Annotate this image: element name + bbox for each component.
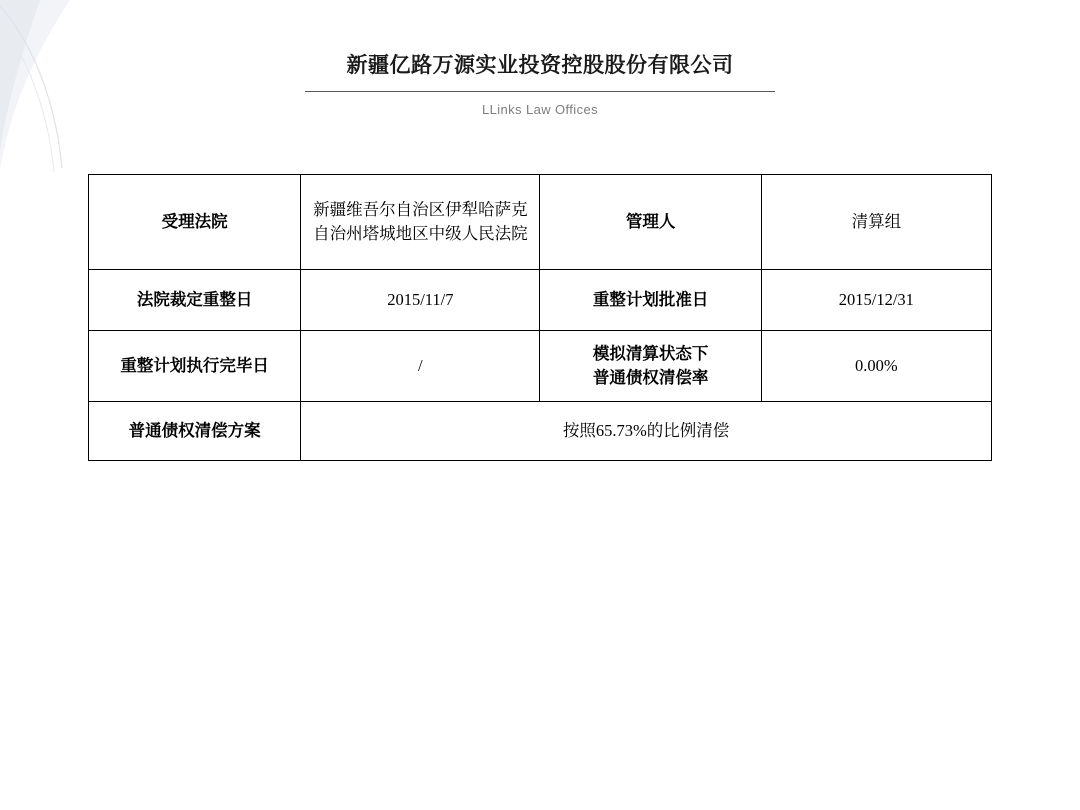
page-title: 新疆亿路万源实业投资控股股份有限公司	[346, 53, 734, 77]
table	[88, 174, 992, 461]
cell-label-plan-approval-date: 重整计划批准日	[540, 270, 761, 331]
cell-label-administrator: 管理人	[540, 175, 761, 270]
cell-label-reorg-ruling-date: 法院裁定重整日	[89, 270, 301, 331]
table-row	[89, 402, 992, 461]
cell-value-reorg-ruling-date: 2015/11/7	[301, 270, 540, 331]
table-row	[89, 175, 992, 270]
table-row	[89, 331, 992, 402]
cell-value-administrator: 清算组	[761, 175, 991, 270]
cell-value-accepting-court: 新疆维吾尔自治区伊犁哈萨克自治州塔城地区中级人民法院	[301, 175, 540, 270]
label-line-1: 模拟清算状态下	[592, 344, 709, 364]
cell-label-accepting-court: 受理法院	[89, 175, 301, 270]
table-row	[89, 270, 992, 331]
cell-label-simulated-recovery-rate	[540, 331, 761, 402]
cell-value-repayment-plan: 按照65.73%的比例清偿	[301, 402, 992, 461]
cell-value-plan-approval-date: 2015/12/31	[761, 270, 991, 331]
cell-label-plan-completion-date: 重整计划执行完毕日	[89, 331, 301, 402]
cell-value-plan-completion-date: /	[301, 331, 540, 402]
firm-name: LLinks Law Offices	[481, 102, 599, 118]
cell-value-simulated-recovery-rate: 0.00%	[761, 331, 991, 402]
cell-label-repayment-plan: 普通债权清偿方案	[89, 402, 301, 461]
label-line-2: 普通债权清偿率	[592, 368, 709, 387]
title-divider	[305, 91, 775, 92]
document-header	[0, 52, 1080, 117]
case-summary-table	[88, 174, 992, 461]
